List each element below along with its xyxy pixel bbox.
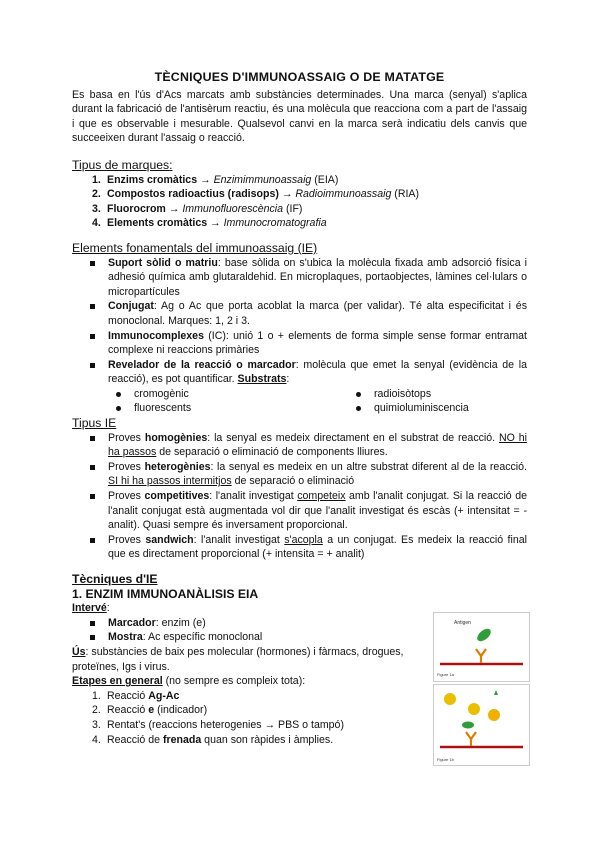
figure-antigen-label: Antigen [454,620,471,626]
substrat-item: quimioluminiscencia [362,401,562,416]
product-shape [488,709,500,721]
intro-paragraph: Es basa en l'ús d'Acs marcats amb substàncies determinades. Una marca (senyal) s'aplica durant la fabricació de l'antisèrum reactiu, és una molècula que reacciona com a part de l'assaig i que es observable i mesurable. Qualsevol canvi en la marca serà indicatiu dels canvis que succeeixen durant l'assaig o reacció. [72,88,527,145]
substrats-list [72,387,527,416]
etapa-item: 4. Reacció de frenada quan son ràpides i àmplies. [92,733,334,746]
tecniques-heading: Tècniques d'IE [72,572,158,586]
antibody-shape [476,649,486,663]
tipus-item: Proves sandwich: l'analit investigat s'acopla a un conjugat. Es medeix la reacció final que es directament proporcional (+ intensita = + analit) [108,533,527,561]
antibody-shape [466,732,476,746]
element-item: Revelador de la reacció o marcador: molècula que emet la senyal (evidència de la reacció), es pot quantificar. Substrats: [108,358,528,386]
etapa-item: 1. Reacció Ag-Ac [92,689,180,702]
etapa-item: 3. Rentat's (reaccions heterogenies → PBS o tampó) [92,718,344,731]
tipus-item: Proves homogènies: la senyal es medeix directament en el substrat de reacció. NO hi ha passos de separació o eliminació de components lliures. [108,431,527,459]
tipus-item: Proves heterogènies: la senyal es medeix en un altre substrat diferent al de la reacció. SI hi ha passos intermitjos de separació o eliminació [108,460,527,488]
figure-caption: Figure 1a [437,672,454,677]
tipus-list [72,431,527,562]
tipus-heading: Tipus IE [72,416,117,431]
enzyme-conjugate-illustration [434,685,529,765]
enzyme-shape [444,693,456,705]
antigen-shape [475,626,493,643]
eia-figure-antigen [433,612,530,682]
element-item: Conjugat: Ag o Ac que porta acoblat la marca (per validar). Té alta especificitat i és monoclonal. Marques: 1, 2 i 3. [108,300,527,327]
eia-heading: 1. ENZIM IMMUNOANÀLISIS EIA [72,586,259,601]
substrate-shape [494,690,498,695]
intervé-item: Mostra: Ac específic monoclonal [108,630,527,645]
enzyme-shape [468,703,480,715]
elements-list [72,256,527,387]
marques-item: 4. Elements cromàtics → Immunocromatografia [92,217,327,230]
intervé-label: Intervé: [72,602,110,615]
etapa-item: 2. Reacció e (indicador) [92,704,208,717]
etapes-label: Etapes en general (no sempre es compleix tota): [72,675,306,688]
page-title: TÈCNIQUES D'IMMUNOASSAIG O DE MATATGE [154,70,445,84]
antibody-antigen-illustration [434,613,529,681]
antigen-shape [462,722,474,729]
intervé-item: Marcador: enzim (e) [108,616,527,631]
element-item: Suport sòlid o matriu: base sòlida on s'ubica la molècula fixada amb adsorció física i adhesió química amb glutaraldehid. En microplaques, portaobjectes, làmines cel·lulars o micropartícules [108,256,527,298]
tipus-item: Proves competitives: l'analit investigat competeix amb l'analit conjugat. Si la reacció de l'analit conjugat està augmentada vol dir que l'analit investigat és escàs (+ intensitat = - analit). Quasi sempre és inversament proporcional. [108,490,527,532]
us-paragraph: Ús: substàncies de baix pes molecular (hormones) i fàrmacs, drogues, proteïnes, Igs i virus. [72,645,404,673]
substrat-item: cromogènic [122,387,362,402]
eia-figure-conjugate [433,684,530,766]
substrat-item: fluorescents [122,401,362,416]
marques-item: 1. Enzims cromàtics → Enzimimmunoassaig (EIA) [92,173,339,186]
marques-list [72,173,527,231]
marques-heading: Tipus de marques: [72,157,173,172]
marques-item: 3. Fluorocrom → Immunofluorescència (IF) [92,202,303,215]
figure-caption: Figure 1b [437,757,454,762]
substrat-item: radioisòtops [362,387,562,402]
element-item: Immunocomplexes (IC): unió 1 o + elements de forma simple sense formar entramat complexe ni reaccions primàries [108,329,527,357]
marques-item: 2. Compostos radioactius (radisops) → Radioimmunoassaig (RIA) [92,188,420,201]
elements-heading: Elements fonamentals del immunoassaig (IE) [72,240,318,255]
